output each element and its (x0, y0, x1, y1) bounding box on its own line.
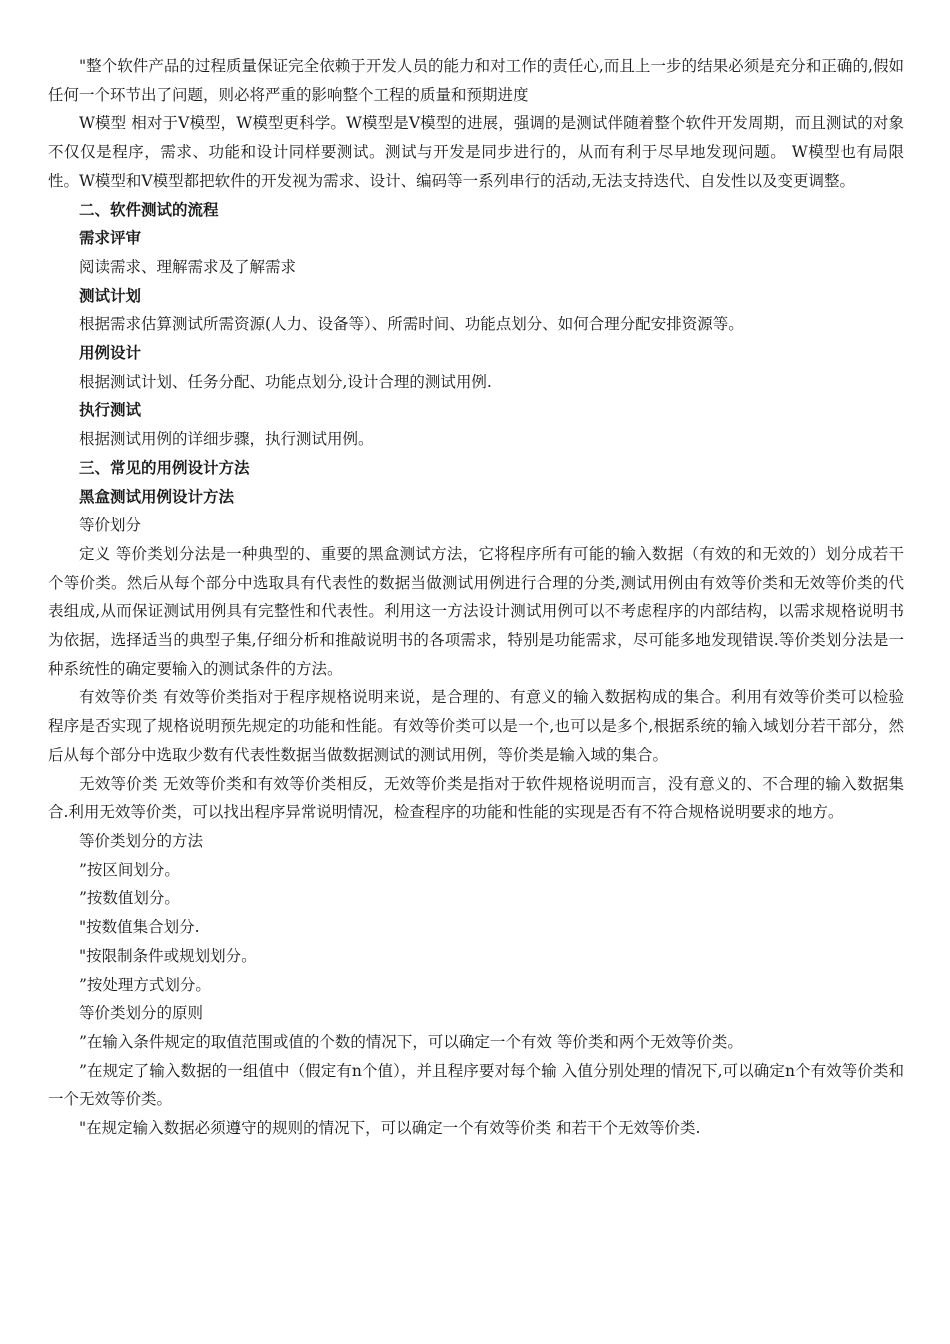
list-item: ”按处理方式划分。 (79, 975, 211, 994)
paragraph-process-quality: "整个软件产品的过程质量保证完全依赖于开发人员的能力和对工作的责任心,而且上一步的结果必须是充分和正确的,假如任何一个环节出了问题，则必将严重的影响整个工程的质量和预期进度 (48, 57, 904, 104)
text-partition-principles: 等价类划分的原则 (79, 1004, 204, 1023)
document-page (48, 52, 904, 1143)
paragraph-valid-class: 有效等价类 有效等价类指对于程序规格说明来说，是合理的、有意义的输入数据构成的集合。利用有效等价类可以检验程序是否实现了规格说明预先规定的功能和性能。有效等价类可以是一个,也可以是多个,根据系统的输入域划分若干部分，然后从每个部分中选取少数有代表性数据当做数据测试的测试用例，等价类是输入域的集合。 (48, 688, 904, 764)
paragraph-definition: 定义 等价类划分法是一种典型的、重要的黑盒测试方法，它将程序所有可能的输入数据（有效的和无效的）划分成若干个等价类。然后从每个部分中选取具有代表性的数据当做测试用例进行合理的分类,测试用例由有效等价类和无效等价类的代表组成,从而保证测试用例具有完整性和代表性。利用这一方法设计测试用例可以不考虑程序的内部结构，以需求规格说明书为依据，选择适当的典型子集,仔细分析和推敲说明书的各项需求，特别是功能需求，尽可能多地发现错误.等价类划分法是一种系统性的确定要输入的测试条件的方法。 (48, 544, 904, 678)
paragraph-w-model: W模型 相对于V模型，W模型更科学。W模型是V模型的进展，强调的是测试伴随着整个软件开发周期，而且测试的对象不仅仅是程序，需求、功能和设计同样要测试。测试与开发是同步进行的，从而有利于尽早地发现问题。 W模型也有局限性。W模型和V模型都把软件的开发视为需求、设计、编码等一系列串行的活动,无法支持迭代、自发性以及变更调整。 (48, 114, 904, 190)
principle-item: ”在规定了输入数据的一组值中（假定有n个值），并且程序要对每个输 入值分别处理的情况下,可以确定n个有效等价类和一个无效等价类。 (48, 1061, 904, 1109)
list-item: "按数值集合划分. (79, 918, 200, 937)
heading-blackbox-methods: 黑盒测试用例设计方法 (79, 486, 235, 506)
list-item: ”按数值划分。 (79, 889, 180, 908)
list-item: "按限制条件或规划划分。 (79, 946, 257, 965)
principle-item: ”在输入条件规定的取值范围或值的个数的情况下，可以确定一个有效 等价类和两个无效等价类。 (79, 1032, 743, 1051)
text-partition-methods: 等价类划分的方法 (79, 831, 204, 850)
heading-test-plan: 测试计划 (79, 285, 142, 305)
paragraph-invalid-class: 无效等价类 无效等价类和有效等价类相反，无效等价类是指对于软件规格说明而言，没有意义的、不合理的输入数据集合.利用无效等价类，可以找出程序异常说明情况，检查程序的功能和性能的实现是否有不符合规格说明要求的地方。 (48, 774, 904, 822)
heading-case-design: 用例设计 (79, 343, 142, 363)
text-test-plan: 根据需求估算测试所需资源(人力、设备等）、所需时间、功能点划分、如何合理分配安排资源等。 (79, 315, 744, 334)
heading-testing-process: 二、软件测试的流程 (79, 199, 219, 219)
principle-item: "在规定输入数据必须遵守的规则的情况下，可以确定一个有效等价类 和若干个无效等价类. (79, 1119, 701, 1138)
list-item: ”按区间划分。 (79, 860, 180, 879)
heading-requirements-review: 需求评审 (79, 228, 142, 248)
text-execute-test: 根据测试用例的详细步骤，执行测试用例。 (79, 430, 374, 449)
heading-execute-test: 执行测试 (79, 400, 142, 420)
text-requirements-review: 阅读需求、理解需求及了解需求 (79, 257, 297, 276)
heading-design-methods: 三、常见的用例设计方法 (79, 457, 250, 477)
text-case-design: 根据测试计划、任务分配、功能点划分,设计合理的测试用例. (79, 372, 492, 391)
text-equivalence-partition: 等价划分 (79, 516, 142, 535)
